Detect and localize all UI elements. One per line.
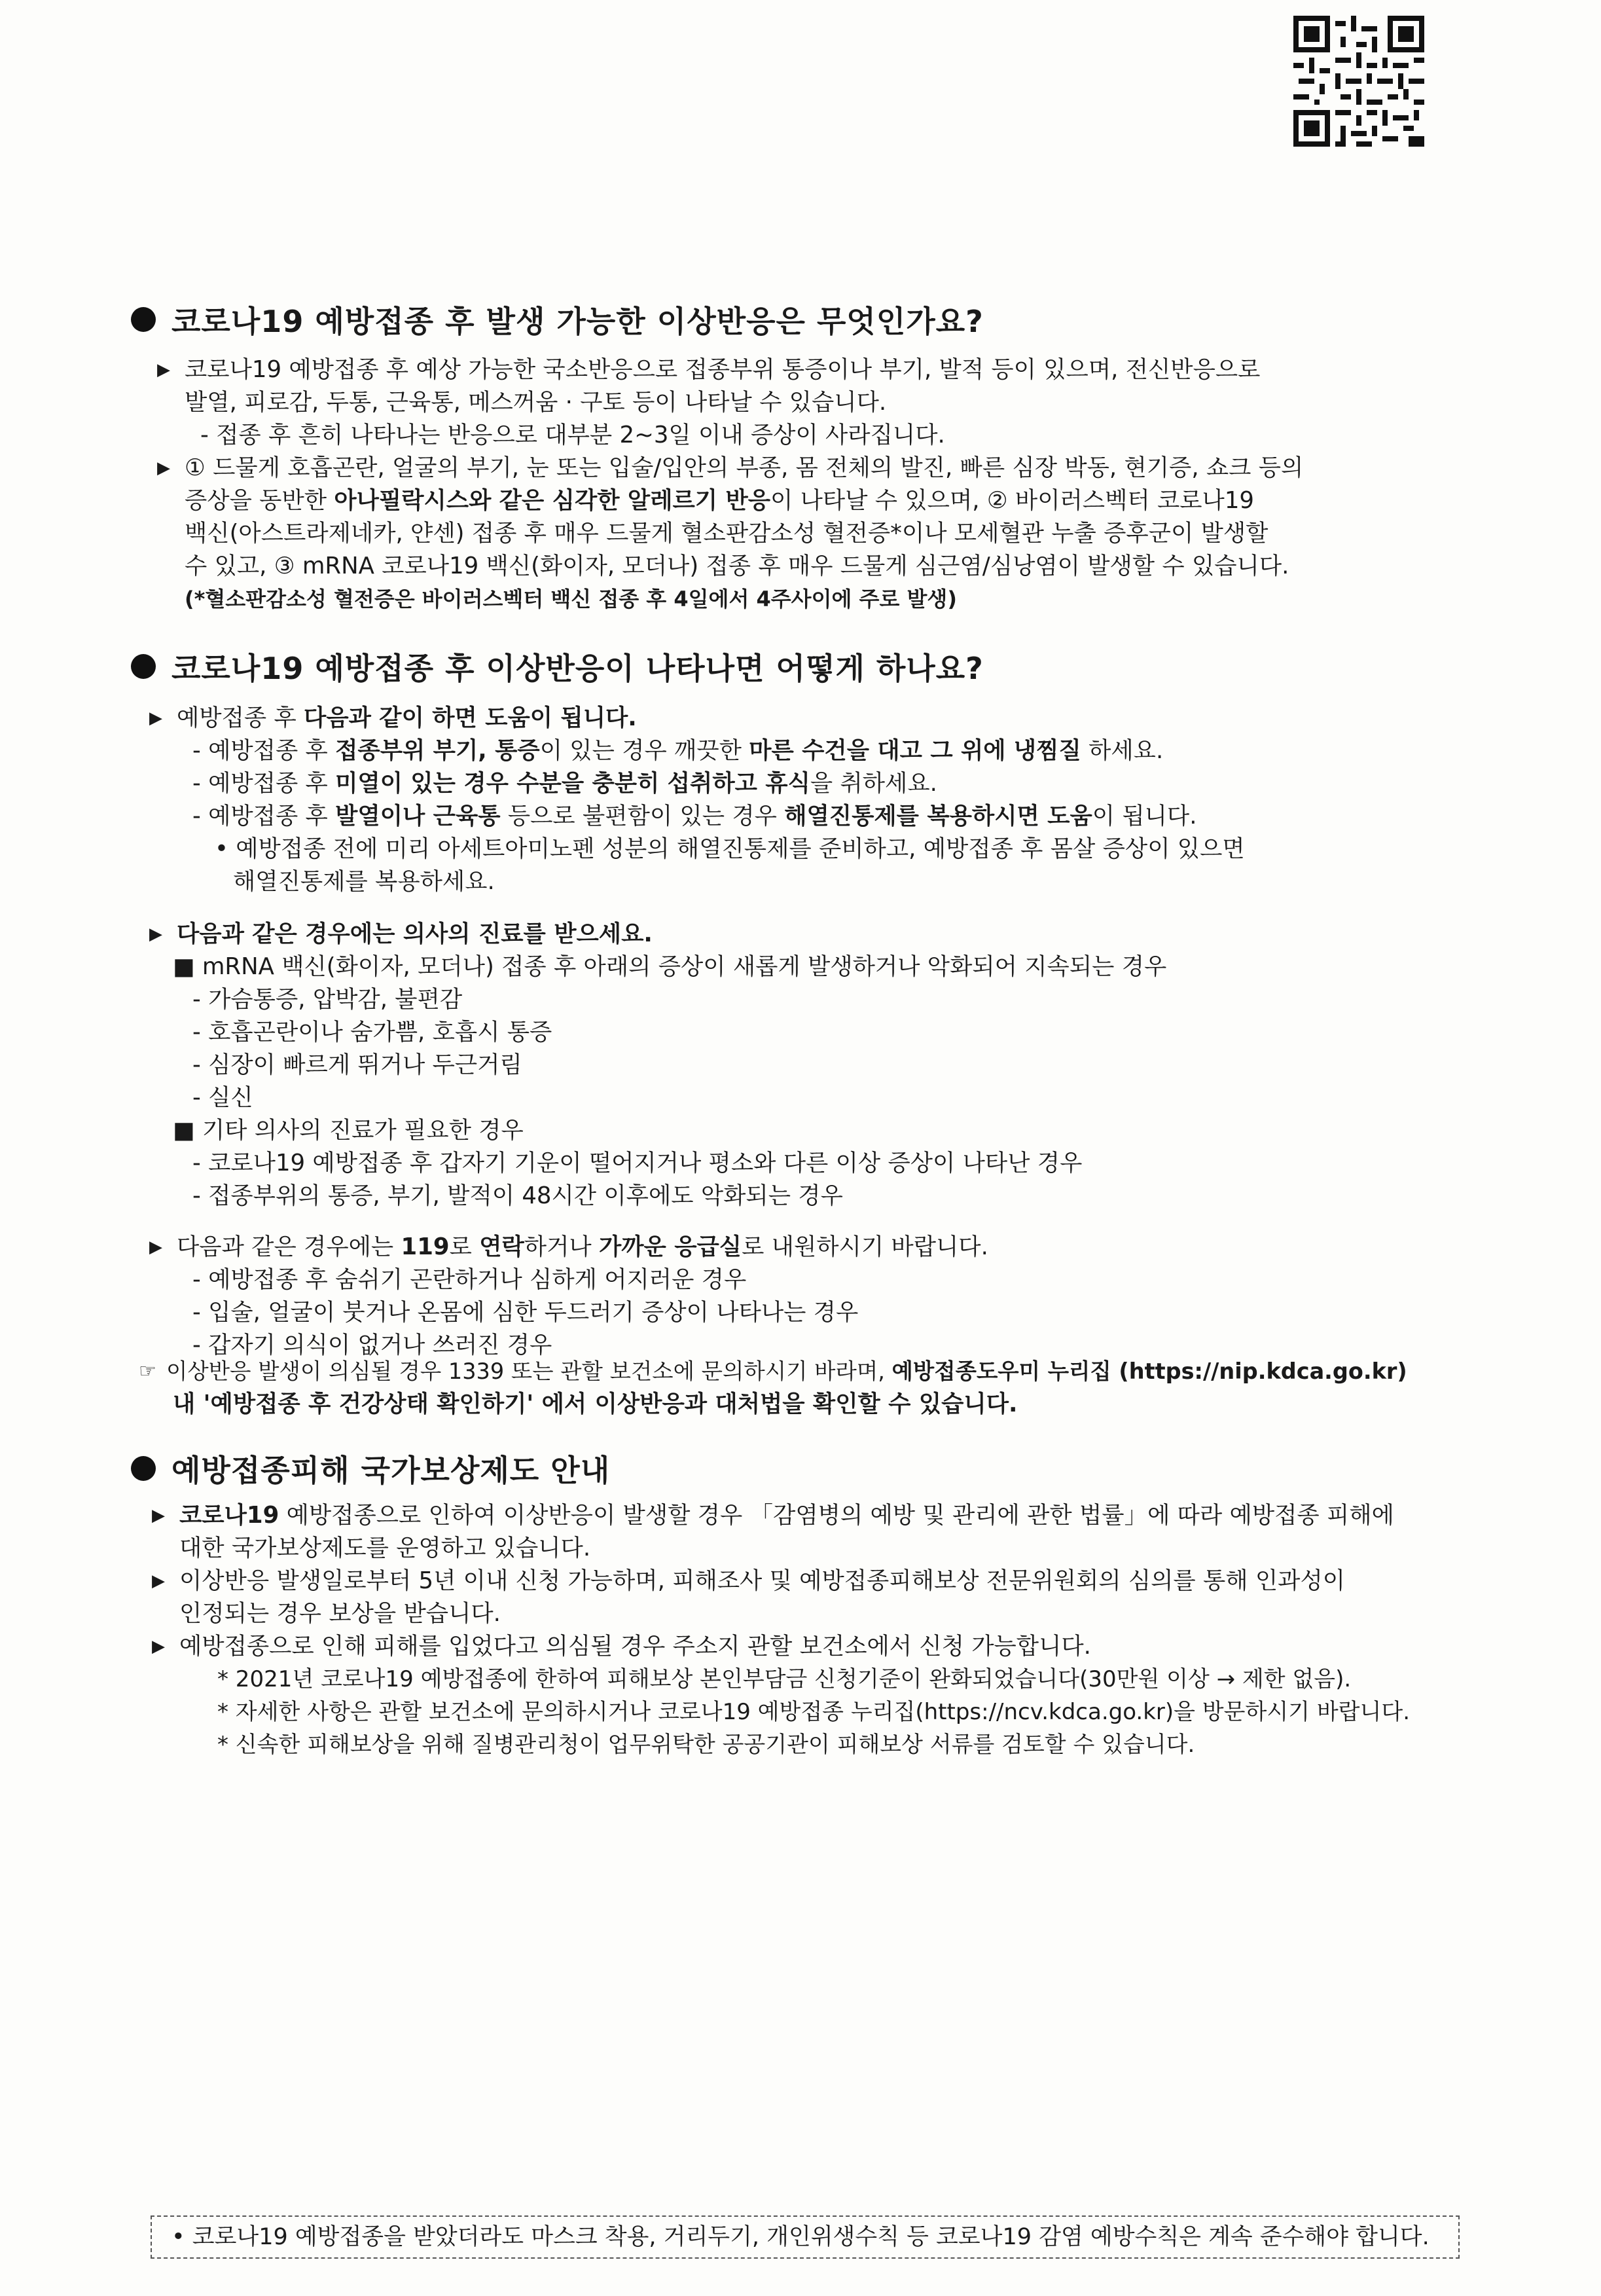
section-title-adverse-reactions: 코로나19 예방접종 후 발생 가능한 이상반응은 무엇인가요? (131, 298, 984, 341)
triangle-bullet-icon: ▶ (152, 1506, 165, 1525)
section-title-compensation: 예방접종피해 국가보상제도 안내 (131, 1447, 610, 1490)
triangle-bullet-icon: ▶ (152, 1571, 165, 1591)
list-item: ▶ 이상반응 발생일로부터 5년 이내 신청 가능하며, 피해조사 및 예방접종피해보상 전문위원회의 심의를 통해 인과성이 (152, 1565, 1487, 1597)
bullet-dot-icon (131, 307, 156, 332)
bullet-dot-icon (131, 654, 156, 679)
qr-code-icon (1288, 16, 1430, 147)
list-item: ▶ 코로나19 예방접종 후 예상 가능한 국소반응으로 접종부위 통증이나 부기, 발적 등이 있으며, 전신반응으로 (157, 354, 1492, 386)
section-2-body: ▶ 예방접종 후 다음과 같이 하면 도움이 됩니다. - 예방접종 후 접종부위 부기, 통증이 있는 경우 깨끗한 마른 수건을 대고 그 위에 냉찜질 하세요. - 예방접종 후 미열이 있는 경우 수분을 충분히 섭취하고 휴식을 취하세요. - 예방접종 후 발열이나 근육통 등으로 불편함이 있는 경우 해열진통제를 복용하시면 도움이 됩니다. • 예방접종 전에 미리 아세트아미노펜 성분의 해열진통제를 준비하고, 예방접종 후 몸살 증상이 있으면 해열진통제를 복용하세요. ▶ 다음과 같은 경우에는 의사의 진료를 받으세요. ■ mRNA 백신(화이자, 모더나) 접종 후 아래의 증상이 새롭게 발생하거나 악화되어 지속되는 경우 - 가슴통증, 압박감, 불편감 - 호흡곤란이나 숨가쁨, 호흡시 통증 - 심장이 빠르게 뛰거나 두근거림 - 실신 ■ 기타 의사의 진료가 필요한 경우 - 코로나19 예방접종 후 갑자기 기운이 떨어지거나 평소와 다른 이상 증상이 나타난 경우 - 접종부위의 통증, 부기, 발적이 48시간 이후에도 악화되는 경우 ▶ 다음과 같은 경우에는 119로 연락하거나 가까운 응급실로 내원하시기 바랍니다. - 예방접종 후 숨쉬기 곤란하거나 심하게 어지러운 경우 - 입술, 얼굴이 붓거나 온몸에 심한 두드러기 증상이 나타나는 경우 - 갑자기 의식이 없거나 쓰러진 경우 (149, 702, 1484, 1362)
prevention-notice-box: • 코로나19 예방접종을 받았더라도 마스크 착용, 거리두기, 개인위생수칙 등 코로나19 감염 예방수칙은 계속 준수해야 합니다. (151, 2215, 1460, 2259)
pointing-hand-icon: ☞ (139, 1360, 156, 1383)
helpline-note: ☞ 이상반응 발생이 의심될 경우 1339 또는 관할 보건소에 문의하시기 바라며, 예방접종도우미 누리집 (https://nip.kdca.go.kr) 내 '예방접종 후 건강상태 확인하기' 에서 이상반응과 대처법을 확인할 수 있습니다. (139, 1355, 1474, 1421)
triangle-bullet-icon: ▶ (149, 1237, 162, 1257)
triangle-bullet-icon: ▶ (149, 708, 162, 728)
list-item: ▶ 코로나19 예방접종으로 인하여 이상반응이 발생할 경우 「감염병의 예방 및 관리에 관한 법률」에 따라 예방접종 피해에 (152, 1499, 1487, 1532)
section-3-body: ▶ 코로나19 예방접종으로 인하여 이상반응이 발생할 경우 「감염병의 예방 및 관리에 관한 법률」에 따라 예방접종 피해에 대한 국가보상제도를 운영하고 있습니다. ▶ 이상반응 발생일로부터 5년 이내 신청 가능하며, 피해조사 및 예방접종피해보상 전문위원회의 심의를 통해 인과성이 인정되는 경우 보상을 받습니다. ▶ 예방접종으로 인해 피해를 입었다고 의심될 경우 주소지 관할 보건소에서 신청 가능합니다. * 2021년 코로나19 예방접종에 한하여 피해보상 본인부담금 신청기준이 완화되었습니다(30만원 이상 → 제한 없음). * 자세한 사항은 관할 보건소에 문의하시거나 코로나19 예방접종 누리집(https://ncv.kdca.go.kr)을 방문하시기 바랍니다. * 신속한 피해보상을 위해 질병관리청이 업무위탁한 공공기관이 피해보상 서류를 검토할 수 있습니다. (152, 1499, 1487, 1761)
list-item: ▶ 다음과 같은 경우에는 의사의 진료를 받으세요. (149, 918, 1484, 951)
triangle-bullet-icon: ▶ (149, 924, 162, 944)
bullet-dot-icon (131, 1456, 156, 1481)
section-title-what-to-do: 코로나19 예방접종 후 이상반응이 나타나면 어떻게 하나요? (131, 645, 984, 688)
list-item: ▶ 다음과 같은 경우에는 119로 연락하거나 가까운 응급실로 내원하시기 바랍니다. (149, 1231, 1484, 1264)
list-item: ▶ 예방접종으로 인해 피해를 입었다고 의심될 경우 주소지 관할 보건소에서 신청 가능합니다. (152, 1630, 1487, 1663)
triangle-bullet-icon: ▶ (152, 1637, 165, 1656)
list-item: ▶ ① 드물게 호흡곤란, 얼굴의 부기, 눈 또는 입술/입안의 부종, 몸 전체의 발진, 빠른 심장 박동, 현기증, 쇼크 등의 (157, 452, 1492, 484)
list-item: ▶ 예방접종 후 다음과 같이 하면 도움이 됩니다. (149, 702, 1484, 735)
triangle-bullet-icon: ▶ (157, 360, 170, 380)
triangle-bullet-icon: ▶ (157, 458, 170, 478)
section-1-body: ▶ 코로나19 예방접종 후 예상 가능한 국소반응으로 접종부위 통증이나 부기, 발적 등이 있으며, 전신반응으로 발열, 피로감, 두통, 근육통, 메스꺼움 · 구토 등이 나타날 수 있습니다. - 접종 후 흔히 나타나는 반응으로 대부분 2~3일 이내 증상이 사라집니다. ▶ ① 드물게 호흡곤란, 얼굴의 부기, 눈 또는 입술/입안의 부종, 몸 전체의 발진, 빠른 심장 박동, 현기증, 쇼크 등의 증상을 동반한 아나필락시스와 같은 심각한 알레르기 반응이 나타날 수 있으며, ② 바이러스벡터 코로나19 백신(아스트라제네카, 얀센) 접종 후 매우 드물게 혈소판감소성 혈전증*이나 모세혈관 누출 증후군이 발생할 수 있고, ③ mRNA 코로나19 백신(화이자, 모더나) 접종 후 매우 드물게 심근염/심낭염이 발생할 수 있습니다. (*혈소판감소성 혈전증은 바이러스벡터 백신 접종 후 4일에서 4주사이에 주로 발생) (157, 354, 1492, 615)
footnote: (*혈소판감소성 혈전증은 바이러스벡터 백신 접종 후 4일에서 4주사이에 주로 발생) (185, 587, 957, 611)
